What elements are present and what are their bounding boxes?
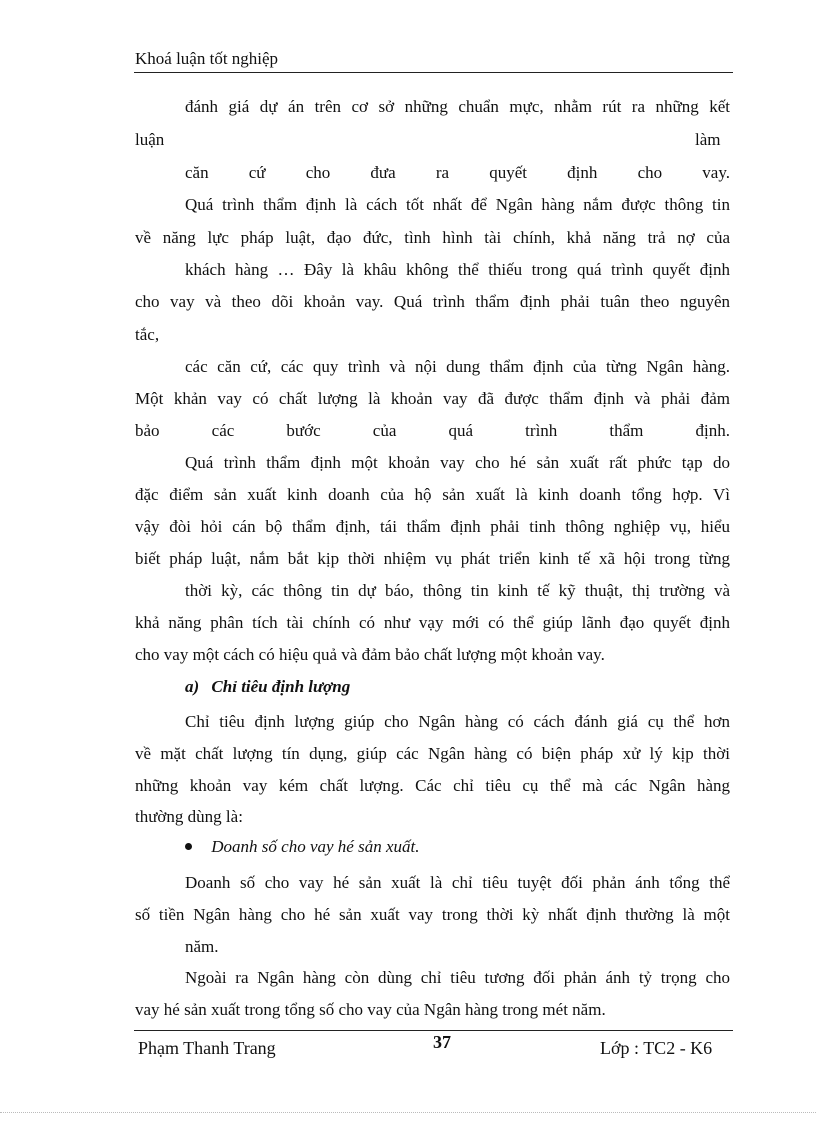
body-line: Quá trình thẩm định là cách tốt nhất để Ngân hàng nắm được thông tin [185, 195, 730, 214]
page-edge-divider [0, 1112, 816, 1113]
footer-divider [134, 1030, 733, 1031]
body-line: Quá trình thẩm định một khoản vay cho hé sản xuất rất phức tạp do [185, 453, 730, 472]
body-line: bảo các bước của quá trình thẩm định. [135, 421, 730, 440]
page-header-title: Khoá luận tốt nghiệp [135, 49, 279, 68]
body-line: khách hàng … Đây là khâu không thể thiếu trong quá trình quyết định [185, 260, 730, 279]
body-line: biết pháp luật, nắm bắt kịp thời nhiệm vụ phát triển kinh tế xã hội trong từng [135, 549, 730, 568]
body-line: vậy đòi hỏi cán bộ thẩm định, tái thẩm định phải tinh thông nghiệp vụ, hiểu [135, 517, 730, 536]
section-heading [185, 677, 350, 697]
body-line: Một khản vay có chất lượng là khoản vay đã được thẩm định và phải đảm [135, 389, 730, 408]
body-line: số tiền Ngân hàng cho hé sản xuất vay trong thời kỳ nhất định thường là một [135, 905, 730, 924]
body-line: khả năng phân tích tài chính có như vạy mới có thể giúp lãnh đạo quyết định [135, 613, 730, 632]
body-line: làm [695, 130, 721, 149]
bullet-item [185, 837, 419, 857]
body-line: các căn cứ, các quy trình và nội dung thẩm định của từng Ngân hàng. [185, 357, 730, 376]
body-line: tắc, [135, 325, 160, 344]
body-line: căn cứ cho đưa ra quyết định cho vay. [185, 163, 730, 182]
body-line: Doanh số cho vay hé sản xuất là chỉ tiêu tuyệt đối phản ánh tổng thể [185, 873, 730, 892]
body-line: năm. [185, 937, 219, 956]
body-line: Ngoài ra Ngân hàng còn dùng chỉ tiêu tương đối phản ánh tỷ trọng cho [185, 968, 730, 987]
body-line: vay hé sản xuất trong tổng số cho vay của Ngân hàng trong mét năm. [135, 1000, 606, 1019]
body-line: thời kỳ, các thông tin dự báo, thông tin kinh tế kỹ thuật, thị trường và [185, 581, 730, 600]
section-heading-number: a) [185, 677, 200, 696]
body-line: Chỉ tiêu định lượng giúp cho Ngân hàng có cách đánh giá cụ thể hơn [185, 712, 730, 731]
footer-class: Lớp : TC2 - K6 [600, 1038, 713, 1058]
body-line: đánh giá dự án trên cơ sở những chuẩn mực, nhằm rút ra những kết [185, 97, 730, 116]
section-heading-text: Chỉ tiêu định lượng [211, 677, 351, 696]
body-line: về năng lực pháp luật, đạo đức, tình hình tài chính, khả năng trả nợ của [135, 228, 730, 247]
page-number: 37 [433, 1032, 451, 1052]
body-line: cho vay một cách có hiệu quả và đảm bảo chất lượng một khoản vay. [135, 645, 605, 664]
body-line: luận [135, 130, 165, 149]
footer-author: Phạm Thanh Trang [138, 1038, 276, 1058]
body-line: về mặt chất lượng tín dụng, giúp các Ngân hàng có biện pháp xử lý kịp thời [135, 744, 730, 763]
body-line: đặc điểm sản xuất kinh doanh của hộ sản xuất là kinh doanh tổng hợp. Vì [135, 485, 730, 504]
body-line: cho vay và theo dõi khoản vay. Quá trình thẩm định phải tuân theo nguyên [135, 292, 730, 311]
bullet-dot-icon [185, 843, 192, 850]
body-line: thường dùng là: [135, 807, 243, 826]
body-line: những khoản vay kém chất lượng. Các chỉ tiêu cụ thể mà các Ngân hàng [135, 776, 730, 795]
header-divider [134, 72, 733, 73]
bullet-text: Doanh số cho vay hé sản xuất. [211, 837, 420, 856]
